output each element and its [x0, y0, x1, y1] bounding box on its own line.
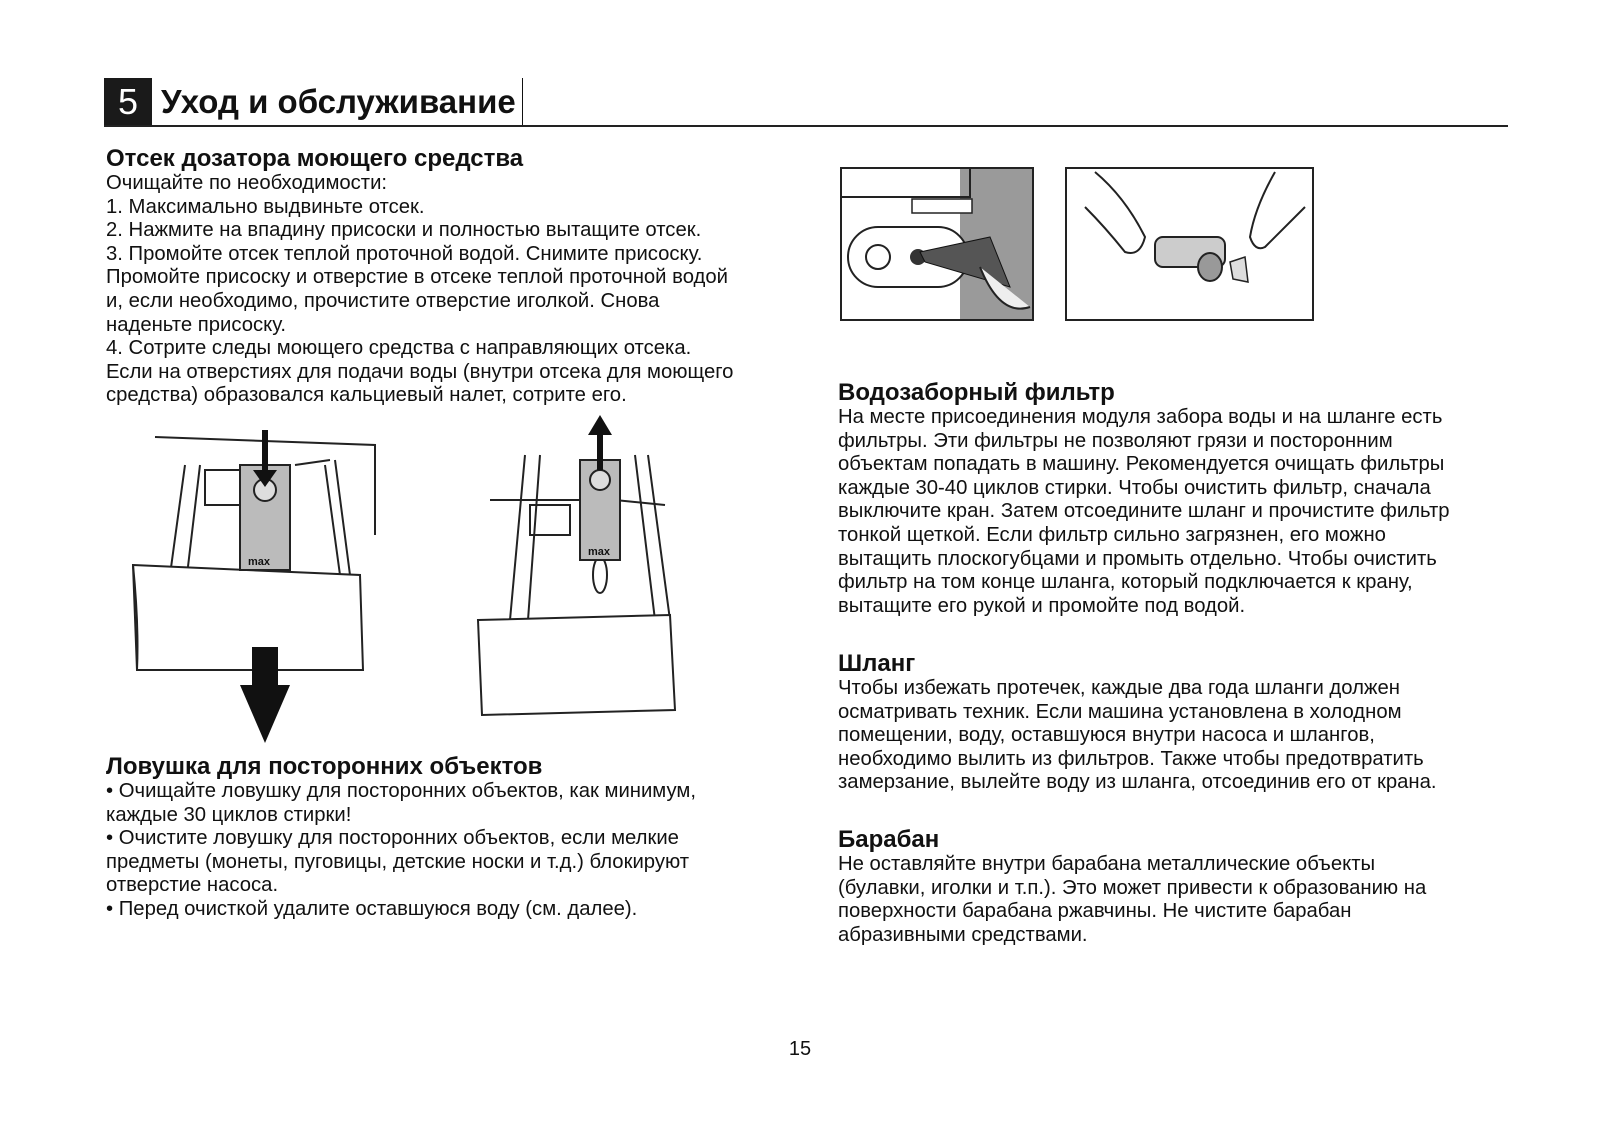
text-line: фильтр на том конце шланга, который подключается к крану, [838, 571, 1413, 594]
text-line: 3. Промойте отсек теплой проточной водой. Снимите присоску. [106, 242, 703, 265]
text-line: каждые 30-40 циклов стирки. Чтобы очистить фильтр, сначала [838, 476, 1431, 499]
section-heading: Ловушка для посторонних объектов [106, 753, 543, 780]
inlet-filter-pliers-illustration [840, 167, 1034, 321]
text-line: помещении, воду, оставшуюся внутри насоса и шлангов, [838, 724, 1375, 747]
drawer-remove-illustration [470, 410, 705, 720]
page-number: 15 [788, 1038, 812, 1060]
text-line: необходимо вылить из фильтров. Также чтобы предотвратить [838, 747, 1424, 770]
text-line: наденьте присоску. [106, 313, 286, 336]
text-line: На месте присоединения модуля забора воды и на шланге есть [838, 406, 1443, 428]
section-hose [838, 651, 1437, 795]
text-line: • Очищайте ловушку для посторонних объектов, как минимум, [106, 780, 696, 802]
section-foreign-object-trap [106, 754, 696, 922]
text-line: • Перед очисткой удалите оставшуюся воду (см. далее). [106, 897, 638, 920]
drawer-pull-out-illustration [125, 425, 385, 750]
text-line: 4. Сотрите следы моющего средства с направляющих отсека. [106, 337, 692, 360]
section-heading: Водозаборный фильтр [838, 379, 1115, 406]
chapter-number: 5 [104, 78, 152, 126]
section-inlet-filter [838, 380, 1450, 618]
hose-filter-hand-illustration [1065, 167, 1314, 321]
text-line: замерзание, вылейте воду из шланга, отсоединив его от крана. [838, 771, 1437, 794]
text-line: Чтобы избежать протечек, каждые два года шланги должен [838, 677, 1400, 699]
header-rule [104, 125, 1508, 127]
text-line: фильтры. Эти фильтры не позволяют грязи и посторонним [838, 429, 1393, 452]
text-line: Промойте присоску и отверстие в отсеке теплой проточной водой [106, 266, 728, 289]
text-line: абразивными средствами. [838, 923, 1088, 946]
text-line: вытащить плоскогубцами и промыть отдельно. Чтобы очистить [838, 547, 1437, 570]
section-heading: Шланг [838, 650, 916, 677]
text-line: средства) образовался кальциевый налет, сотрите его. [106, 384, 627, 407]
text-line: отверстие насоса. [106, 874, 279, 897]
text-line: поверхности барабана ржавчины. Не чистите барабан [838, 900, 1352, 923]
text-line: осматривать техник. Если машина установлена в холодном [838, 700, 1402, 723]
text-line: и, если необходимо, прочистите отверстие иголкой. Снова [106, 289, 660, 312]
text-line: вытащите его рукой и промойте под водой. [838, 594, 1246, 617]
text-line: Очищайте по необходимости: [106, 172, 388, 194]
text-line: 1. Максимально выдвиньте отсек. [106, 195, 425, 218]
text-line: • Очистите ловушку для посторонних объектов, если мелкие [106, 827, 679, 850]
section-drum [838, 827, 1426, 947]
chapter-title: Уход и обслуживание [152, 78, 523, 126]
section-heading: Барабан [838, 826, 940, 853]
text-line: выключите кран. Затем отсоедините шланг и прочистите фильтр [838, 500, 1450, 523]
text-line: Если на отверстиях для подачи воды (внутри отсека для моющего [106, 360, 734, 383]
chapter-header [104, 78, 523, 126]
text-line: 2. Нажмите на впадину присоски и полностью вытащите отсек. [106, 219, 702, 242]
max-label: max [248, 556, 271, 568]
section-detergent-drawer [106, 146, 733, 408]
text-line: объектам попадать в машину. Рекомендуется очищать фильтры [838, 453, 1445, 476]
max-label: max [588, 546, 611, 558]
text-line: каждые 30 циклов стирки! [106, 803, 352, 826]
section-heading: Отсек дозатора моющего средства [106, 145, 524, 172]
text-line: тонкой щеткой. Если фильтр сильно загрязнен, его можно [838, 523, 1386, 546]
text-line: предметы (монеты, пуговицы, детские носки и т.д.) блокируют [106, 850, 690, 873]
text-line: Не оставляйте внутри барабана металлические объекты [838, 853, 1376, 875]
text-line: (булавки, иголки и т.п.). Это может привести к образованию на [838, 876, 1427, 899]
